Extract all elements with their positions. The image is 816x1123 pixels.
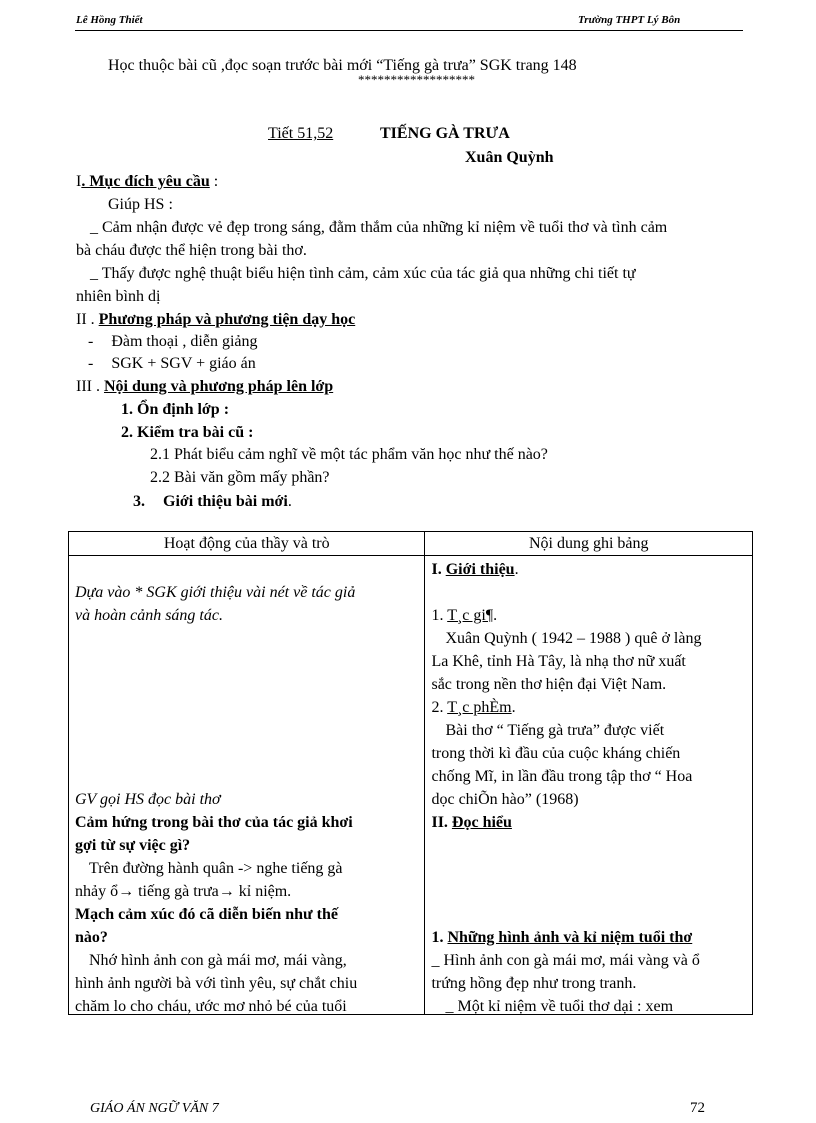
section2-item-text: SGK + SGV + giáo án xyxy=(111,355,256,372)
content-line: trứng hồng đẹp như trong tranh. xyxy=(431,975,637,992)
subheading-end: . xyxy=(493,607,498,624)
subheading-num: 1. xyxy=(431,607,444,624)
table-header-content: Nội dung ghi bảng xyxy=(425,532,753,556)
section1-line: _ Thấy được nghệ thuật biểu hiện tình cảm, cảm xúc của tác giả qua những chi tiết tự xyxy=(90,265,636,282)
lesson-period: Tiết 51,52 xyxy=(268,125,334,142)
header-author: Lê Hồng Thiết xyxy=(76,14,143,26)
subheading-text: T¸c gi¶ xyxy=(447,607,494,624)
answer-line: hình ảnh người bà với tình yêu, sự chắt chiu xyxy=(75,975,358,992)
answer-line: Nhớ hình ảnh con gà mái mơ, mái vàng, xyxy=(89,952,347,969)
step-2: 2. Kiểm tra bài cũ : xyxy=(121,424,254,441)
subheading-end: . xyxy=(511,699,516,716)
subheading-text: T¸c phÈm xyxy=(447,699,512,716)
subheading-num: 1. xyxy=(431,929,444,946)
section2-item-text: Đàm thoại , diễn giảng xyxy=(111,333,258,350)
section2-item xyxy=(88,330,258,353)
subheading-author xyxy=(431,604,497,627)
content-line: dọc chiÕn hào” (1968) xyxy=(431,791,579,808)
content-line: Bài thơ “ Tiếng gà trưa” được viết xyxy=(445,722,665,739)
question-1: 2.1 Phát biểu cảm nghĩ về một tác phẩm văn học như thế nào? xyxy=(150,446,548,463)
table-header-activity: Hoạt động của thầy và trò xyxy=(69,532,425,556)
lesson-table xyxy=(68,531,753,1015)
step-1: 1. Ổn định lớp : xyxy=(121,401,230,418)
answer-line: nhảy ổ→ tiếng gà trưa→ kỉ niệm. xyxy=(75,883,292,900)
bullet-dash: - xyxy=(88,333,94,350)
section3-heading xyxy=(76,375,333,398)
section1-title: . Mục đích yêu cầu xyxy=(81,173,210,190)
step-3 xyxy=(133,490,292,513)
subheading-memories xyxy=(431,926,692,949)
section2-roman: II . xyxy=(76,311,95,328)
heading-text: Giới thiệu xyxy=(445,561,515,578)
homework-text: Học thuộc bài cũ ,đọc soạn trước bài mới “Tiếng gà trưa” SGK trang 148 xyxy=(108,57,577,74)
lesson-title: TIẾNG GÀ TRƯA xyxy=(380,125,510,142)
question-line: Mạch cảm xúc đó cã diễn biến như thế xyxy=(75,906,338,923)
stars-divider: ****************** xyxy=(358,72,475,87)
lesson-author: Xuân Quỳnh xyxy=(465,149,554,166)
subheading-num: 2. xyxy=(431,699,444,716)
content-heading-intro xyxy=(431,558,518,581)
content-line: _ Hình ảnh con gà mái mơ, mái vàng và ổ xyxy=(431,952,700,969)
question-2: 2.2 Bài văn gồm mấy phần? xyxy=(150,469,330,486)
content-line: Xuân Quỳnh ( 1942 – 1988 ) quê ở làng xyxy=(445,630,702,647)
question-line: Cảm hứng trong bài thơ của tác giả khơi xyxy=(75,814,353,831)
section1-roman: I xyxy=(76,173,82,190)
content-line: La Khê, tỉnh Hà Tây, là nhạ thơ nữ xuất xyxy=(431,653,686,670)
answer-line: chăm lo cho cháu, ước mơ nhỏ bé của tuổi xyxy=(75,998,347,1015)
activity-cell xyxy=(69,556,425,1015)
header-divider xyxy=(75,30,743,31)
question-line: gợi từ sự việc gì? xyxy=(75,837,191,854)
subheading-text: Những hình ảnh và kỉ niệm tuổi thơ xyxy=(447,929,693,946)
heading-end: . xyxy=(514,561,519,578)
section1-line: bà cháu được thể hiện trong bài thơ. xyxy=(76,242,307,259)
header-school: Trường THPT Lý Bôn xyxy=(578,14,681,26)
content-line: trong thời kì đầu của cuộc kháng chiến xyxy=(431,745,681,762)
intro-line: và hoàn cảnh sáng tác. xyxy=(75,607,223,624)
section1-line: _ Cảm nhận được vẻ đẹp trong sáng, đằm thắm của những kỉ niệm về tuổi thơ và tình cảm xyxy=(90,219,668,236)
intro-line: Dựa vào * SGK giới thiệu vài nét về tác giả xyxy=(75,584,356,601)
section3-roman: III . xyxy=(76,378,100,395)
question-line: nào? xyxy=(75,929,108,946)
section1-help: Giúp HS : xyxy=(108,196,173,213)
step-3-num: 3. xyxy=(133,493,145,510)
section2-heading xyxy=(76,308,355,331)
page-number: 72 xyxy=(690,1100,705,1116)
content-heading-reading xyxy=(431,811,511,834)
section1-heading xyxy=(76,170,218,193)
roman-numeral: I. xyxy=(431,561,442,578)
content-line: _ Một kỉ niệm về tuổi thơ dại : xem xyxy=(445,998,674,1015)
step-3-end: . xyxy=(287,493,292,510)
section2-item xyxy=(88,352,256,375)
footer-subject: GIÁO ÁN NGỮ VĂN 7 xyxy=(90,1101,219,1116)
step-3-text: Giới thiệu bài mới xyxy=(163,493,288,510)
read-instruction: GV gọi HS đọc bài thơ xyxy=(75,791,221,808)
content-line: sắc trong nền thơ hiện đại Việt Nam. xyxy=(431,676,667,693)
roman-numeral: II. xyxy=(431,814,448,831)
content-cell xyxy=(425,556,753,1015)
content-line: chống Mĩ, in lần đầu trong tập thơ “ Hoa xyxy=(431,768,693,785)
bullet-dash: - xyxy=(88,355,94,372)
subheading-work xyxy=(431,696,515,719)
section2-title: Phương pháp và phương tiện dạy học xyxy=(98,311,356,328)
section1-line: nhiên bình dị xyxy=(76,288,161,305)
answer-line: Trên đường hành quân -> nghe tiếng gà xyxy=(89,860,343,877)
section3-title: Nội dung và phương pháp lên lớp xyxy=(103,378,334,395)
section1-colon: : xyxy=(213,173,219,190)
heading-text: Đọc hiểu xyxy=(451,814,512,831)
